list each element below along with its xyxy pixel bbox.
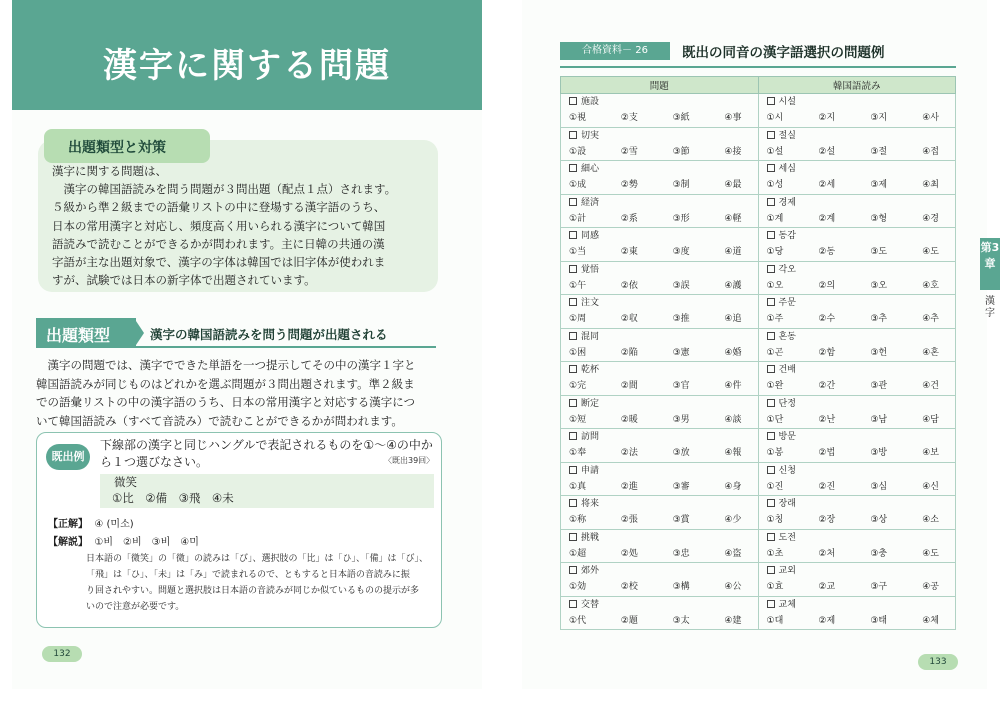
example-explanation <box>86 551 436 615</box>
option: ④경 <box>922 213 939 224</box>
option: ③賞 <box>672 515 690 525</box>
korean-word: 세심 <box>778 164 796 174</box>
table-row <box>561 328 956 362</box>
problem-cell <box>561 362 759 396</box>
table-row <box>561 563 956 597</box>
method-line: 日本の常用漢字と対応し、頻度高く用いられる漢字について韓国 <box>52 218 386 233</box>
option: ①超 <box>569 548 587 559</box>
korean-cell <box>758 496 956 530</box>
option: ③誤 <box>672 280 690 291</box>
option: ①称 <box>569 515 587 525</box>
korean-cell <box>758 529 956 563</box>
option: ④接 <box>724 146 742 157</box>
option: ③관 <box>870 381 888 391</box>
type-underline <box>136 346 436 348</box>
option: ②교 <box>818 582 836 592</box>
option: ③放 <box>672 448 690 458</box>
option: ④軽 <box>724 213 742 224</box>
problem-cell <box>561 529 759 563</box>
option: ②설 <box>818 146 836 157</box>
example-source: 〈既出39回〉 <box>384 456 435 465</box>
option: ③官 <box>672 381 690 391</box>
option: ③태 <box>870 615 888 626</box>
checkbox-icon <box>767 432 775 440</box>
option: ①午 <box>569 280 587 291</box>
problem-cell <box>561 563 759 597</box>
option: ③太 <box>672 615 690 626</box>
option: ④도 <box>922 247 939 257</box>
explain-readings: ①비 ②비 ③비 ④미 <box>94 537 199 548</box>
type-line: 漢字の問題では、漢字でできた単語を一つ提示してその中の漢字１字と <box>36 358 416 372</box>
page-title: 漢字に関する問題 <box>103 46 391 86</box>
option: ②수 <box>818 314 836 324</box>
option: ①成 <box>569 180 587 190</box>
option: ③추 <box>870 314 888 324</box>
option: ④혼 <box>922 347 939 358</box>
problem-word: 細心 <box>581 164 600 174</box>
checkbox-icon <box>767 131 775 139</box>
checkbox-icon <box>569 231 577 239</box>
korean-cell <box>758 228 956 262</box>
checkbox-icon <box>569 164 577 172</box>
option: ④婚 <box>724 347 742 358</box>
option: ④공 <box>922 582 939 592</box>
problem-word: 覚悟 <box>581 264 600 275</box>
checkbox-icon <box>569 566 577 574</box>
option: ④추 <box>922 314 939 324</box>
korean-word: 단정 <box>778 398 796 409</box>
problem-word: 訪問 <box>581 432 600 442</box>
explain-tag: 【解説】 <box>48 537 88 548</box>
korean-word: 절실 <box>778 130 796 141</box>
table-row <box>561 462 956 496</box>
option: ①주 <box>766 314 784 324</box>
option: ③방 <box>870 448 888 458</box>
option: ②勢 <box>620 180 638 190</box>
type-line: いて韓国語読み（すべて音読み）で読むことができるかが問われます。 <box>36 413 403 428</box>
option: ③男 <box>672 414 690 425</box>
korean-cell <box>758 596 956 630</box>
problem-word: 切実 <box>581 130 600 141</box>
option: ④담 <box>922 414 939 425</box>
option: ①대 <box>766 615 784 626</box>
checkbox-icon <box>569 399 577 407</box>
korean-word: 주문 <box>778 298 796 308</box>
korean-word: 동감 <box>778 231 796 241</box>
explanation-line: いので注意が必要です。 <box>86 602 185 612</box>
type-body <box>36 356 442 430</box>
problem-cell <box>561 496 759 530</box>
question-line: ら１つ選びなさい。 <box>100 455 209 469</box>
chapter-title-bar <box>12 0 482 110</box>
resource-header <box>560 41 956 63</box>
checkbox-icon <box>569 298 577 306</box>
option: ①계 <box>766 213 784 224</box>
chapter-side-label: 漢字 <box>985 296 995 319</box>
checkbox-icon <box>569 432 577 440</box>
option: ③構 <box>672 582 690 592</box>
option: ③상 <box>870 515 888 525</box>
method-line: 語読みで読むことができるかが問われます。主に日韓の共通の漢 <box>52 236 385 251</box>
option: ①短 <box>569 414 587 425</box>
korean-word: 경제 <box>778 197 796 208</box>
option: ②依 <box>620 280 638 291</box>
method-line: 漢字に関する問題は、 <box>52 164 167 178</box>
checkbox-icon <box>569 466 577 474</box>
problem-word: 申請 <box>581 465 600 476</box>
option: ③형 <box>870 213 888 224</box>
korean-cell <box>758 261 956 295</box>
option: ②지 <box>818 113 836 123</box>
option: ④談 <box>724 414 742 425</box>
checkbox-icon <box>767 298 775 306</box>
option: ②間 <box>620 381 638 391</box>
option: ④報 <box>724 448 742 458</box>
option: ②系 <box>620 213 638 224</box>
checkbox-icon <box>569 600 577 608</box>
korean-word: 건배 <box>778 365 796 375</box>
option: ①視 <box>569 113 587 123</box>
option: ①困 <box>569 347 587 358</box>
option: ④체 <box>922 615 939 626</box>
question-line: 下線部の漢字と同じハングルで表記されるものを①～④の中か <box>100 438 433 452</box>
korean-word: 혼동 <box>778 331 796 342</box>
problem-cell <box>561 395 759 429</box>
option: ①당 <box>766 247 784 257</box>
option: ③推 <box>672 314 690 324</box>
problem-cell <box>561 161 759 195</box>
checkbox-icon <box>767 499 775 507</box>
option: ④접 <box>922 146 939 157</box>
table-row <box>561 161 956 195</box>
option: ①성 <box>766 180 784 190</box>
option: ②校 <box>620 582 638 592</box>
example-options-box <box>100 474 434 508</box>
option: ④護 <box>724 280 742 291</box>
option: ③度 <box>672 247 690 257</box>
checkbox-icon <box>767 533 775 541</box>
option: ③심 <box>870 481 888 492</box>
method-heading-tab <box>44 129 210 163</box>
option: ④道 <box>724 247 742 257</box>
method-line: 漢字の韓国語読みを問う問題が３問出題（配点１点）されます。 <box>52 182 397 197</box>
korean-cell <box>758 328 956 362</box>
korean-cell <box>758 429 956 463</box>
option: ②処 <box>620 548 638 559</box>
method-line: 字語が主な出題対象で、漢字の字体は韓国では旧字体が使われま <box>52 255 386 270</box>
option: ②처 <box>818 548 836 559</box>
type-line: 韓国語読みが同じものはどれかを選ぶ問題が３問出題されます。準２級ま <box>36 376 415 391</box>
table-row <box>561 127 956 161</box>
option: ①周 <box>569 314 587 324</box>
problem-cell <box>561 261 759 295</box>
example-options: ①比 ②備 ③飛 ④未 <box>112 491 234 505</box>
option: ①단 <box>766 414 784 425</box>
korean-word: 교외 <box>778 566 796 576</box>
option: ④最 <box>724 180 742 190</box>
option: ②陥 <box>620 347 638 358</box>
problem-cell <box>561 295 759 329</box>
explanation-line: 「飛」は「ひ」、「未」は「み」で読まれるので、ともすると日本語の音読みに振 <box>86 570 410 580</box>
example-badge: 既出例 <box>46 444 90 470</box>
table-row <box>561 194 956 228</box>
option: ②法 <box>620 448 638 458</box>
table-row <box>561 496 956 530</box>
option: ②収 <box>620 314 638 324</box>
option: ③절 <box>870 146 888 157</box>
example-answer <box>48 516 428 552</box>
option: ①代 <box>569 615 587 626</box>
option: ②의 <box>818 280 836 291</box>
table-row <box>561 362 956 396</box>
korean-word: 신청 <box>778 465 796 476</box>
table-row <box>561 295 956 329</box>
option: ②支 <box>620 113 638 123</box>
problem-word: 断定 <box>581 398 600 409</box>
resource-badge: 合格資料－ 26 <box>560 42 670 60</box>
example-word: 微笑 <box>114 475 137 489</box>
option: ②법 <box>818 448 836 458</box>
answer-value: ④ (미소) <box>94 519 134 530</box>
korean-cell <box>758 563 956 597</box>
problem-word: 注文 <box>581 298 600 308</box>
korean-word: 시설 <box>778 97 796 107</box>
option: ③形 <box>672 213 690 224</box>
type-heading <box>36 318 436 348</box>
option: ①곤 <box>766 347 784 358</box>
resource-underline <box>560 66 956 68</box>
option: ②동 <box>818 247 836 257</box>
option: ④盗 <box>724 548 742 559</box>
problem-cell <box>561 194 759 228</box>
problem-word: 経済 <box>581 197 600 208</box>
option: ②세 <box>818 180 836 190</box>
option: ①真 <box>569 481 587 492</box>
problem-cell <box>561 328 759 362</box>
korean-word: 각오 <box>778 264 796 275</box>
table-row <box>561 596 956 630</box>
problem-word: 混同 <box>581 331 600 342</box>
option: ①오 <box>766 280 784 291</box>
problem-cell <box>561 429 759 463</box>
checkbox-icon <box>767 332 775 340</box>
option: ①奉 <box>569 448 587 458</box>
checkbox-icon <box>767 600 775 608</box>
option: ②雪 <box>620 146 638 157</box>
option: ③구 <box>870 582 888 592</box>
option: ④도 <box>922 548 939 559</box>
option: ③紙 <box>672 113 690 123</box>
option: ③制 <box>672 180 690 190</box>
option: ①설 <box>766 146 784 157</box>
option: ④건 <box>922 381 939 391</box>
option: ①시 <box>766 113 784 123</box>
problem-cell <box>561 596 759 630</box>
option: ①초 <box>766 548 784 559</box>
korean-cell <box>758 462 956 496</box>
header-problem: 問題 <box>561 77 759 94</box>
problem-cell <box>561 127 759 161</box>
option: ④신 <box>922 481 939 492</box>
checkbox-icon <box>569 131 577 139</box>
option: ④建 <box>724 615 742 626</box>
problem-word: 郊外 <box>581 566 600 576</box>
option: ③忠 <box>672 548 690 559</box>
korean-word: 도전 <box>778 532 796 543</box>
problem-cell <box>561 462 759 496</box>
option: ③충 <box>870 548 888 559</box>
checkbox-icon <box>569 198 577 206</box>
problem-word: 施設 <box>581 97 600 107</box>
header-korean: 韓国語読み <box>758 77 956 94</box>
option: ④件 <box>724 381 742 391</box>
korean-cell <box>758 161 956 195</box>
checkbox-icon <box>569 332 577 340</box>
option: ②함 <box>818 347 836 358</box>
korean-cell <box>758 395 956 429</box>
table-row <box>561 429 956 463</box>
type-line: での語彙リストの中の漢字語のうち、日本の常用漢字と対応する漢字につ <box>36 395 416 409</box>
korean-cell <box>758 194 956 228</box>
option: ④보 <box>922 448 939 458</box>
problem-word: 同感 <box>581 231 600 241</box>
checkbox-icon <box>767 97 775 105</box>
problem-cell <box>561 94 759 128</box>
option: ②간 <box>818 381 836 391</box>
problem-word: 挑戦 <box>581 532 600 543</box>
option: ②계 <box>818 213 836 224</box>
problem-cell <box>561 228 759 262</box>
checkbox-icon <box>569 265 577 273</box>
checkbox-icon <box>767 566 775 574</box>
method-text <box>52 162 430 289</box>
option: ③도 <box>870 247 888 257</box>
option: ④公 <box>724 582 742 592</box>
option: ①当 <box>569 247 587 257</box>
option: ②제 <box>818 615 836 626</box>
table-row <box>561 261 956 295</box>
option: ②장 <box>818 515 836 525</box>
table-row <box>561 529 956 563</box>
korean-cell <box>758 94 956 128</box>
checkbox-icon <box>767 265 775 273</box>
option: ①設 <box>569 146 587 157</box>
checkbox-icon <box>767 399 775 407</box>
checkbox-icon <box>569 533 577 541</box>
option: ②난 <box>818 414 836 425</box>
page-number-left: 132 <box>42 646 82 662</box>
option: ④少 <box>724 515 742 525</box>
checkbox-icon <box>767 365 775 373</box>
chapter-side-tab: 第3章 <box>980 238 1000 290</box>
option: ③節 <box>672 146 690 157</box>
option: ①진 <box>766 481 784 492</box>
checkbox-icon <box>767 198 775 206</box>
korean-cell <box>758 362 956 396</box>
option: ①봉 <box>766 448 784 458</box>
option: ①効 <box>569 582 587 592</box>
option: ②題 <box>620 615 638 626</box>
option: ③審 <box>672 481 690 492</box>
option: ④身 <box>724 481 742 492</box>
checkbox-icon <box>767 466 775 474</box>
option: ②진 <box>818 481 836 492</box>
option: ①完 <box>569 381 587 391</box>
resource-title: 既出の同音の漢字語選択の問題例 <box>682 45 885 61</box>
option: ④사 <box>922 113 939 123</box>
option: ①計 <box>569 213 587 224</box>
method-line: すが、試験では日本の新字体で出題されています。 <box>52 273 316 288</box>
option: ③지 <box>870 113 888 123</box>
table-row <box>561 228 956 262</box>
korean-cell <box>758 295 956 329</box>
option: ④호 <box>922 280 939 291</box>
option: ②暖 <box>620 414 638 425</box>
type-arrow <box>134 318 144 348</box>
option: ④事 <box>724 113 742 123</box>
option: ③오 <box>870 280 888 291</box>
checkbox-icon <box>767 231 775 239</box>
option: ①효 <box>766 582 784 592</box>
explanation-line: り回されやすい。問題と選択肢は日本語の音読みが同じか似ているものの提示が多 <box>86 586 420 596</box>
option: ④소 <box>922 515 939 525</box>
korean-word: 방문 <box>778 432 796 442</box>
question-table <box>560 76 956 630</box>
korean-word: 장래 <box>778 499 796 509</box>
option: ②進 <box>620 481 638 492</box>
korean-cell <box>758 127 956 161</box>
option: ③제 <box>870 180 888 190</box>
checkbox-icon <box>569 365 577 373</box>
option: ③남 <box>870 414 888 425</box>
option: ②東 <box>620 247 638 257</box>
option: ③憲 <box>672 347 690 358</box>
checkbox-icon <box>569 499 577 507</box>
checkbox-icon <box>569 97 577 105</box>
table-row <box>561 395 956 429</box>
option: ④최 <box>922 180 939 190</box>
option: ②張 <box>620 515 638 525</box>
explanation-line: 日本語の「微笑」の「微」の読みは「び」、選択肢の「比」は「ひ」、「備」は「び」、 <box>86 554 429 564</box>
korean-word: 교체 <box>778 599 796 610</box>
type-subtitle: 漢字の韓国語読みを問う問題が出題される <box>150 327 388 342</box>
option: ④追 <box>724 314 742 324</box>
page-number-right: 133 <box>918 654 958 670</box>
type-label: 出題類型 <box>36 318 136 348</box>
option: ③헌 <box>870 347 888 358</box>
method-heading: 出題類型と対策 <box>68 140 166 156</box>
option: ①완 <box>766 381 784 391</box>
method-line: ５級から準２級までの語彙リストの中に登場する漢字語のうち、 <box>52 200 386 215</box>
option: ①칭 <box>766 515 784 525</box>
problem-word: 将来 <box>581 499 600 509</box>
problem-word: 乾杯 <box>581 365 600 375</box>
table-row <box>561 94 956 128</box>
checkbox-icon <box>767 164 775 172</box>
answer-tag: 【正解】 <box>48 519 88 530</box>
problem-word: 交替 <box>581 599 600 610</box>
